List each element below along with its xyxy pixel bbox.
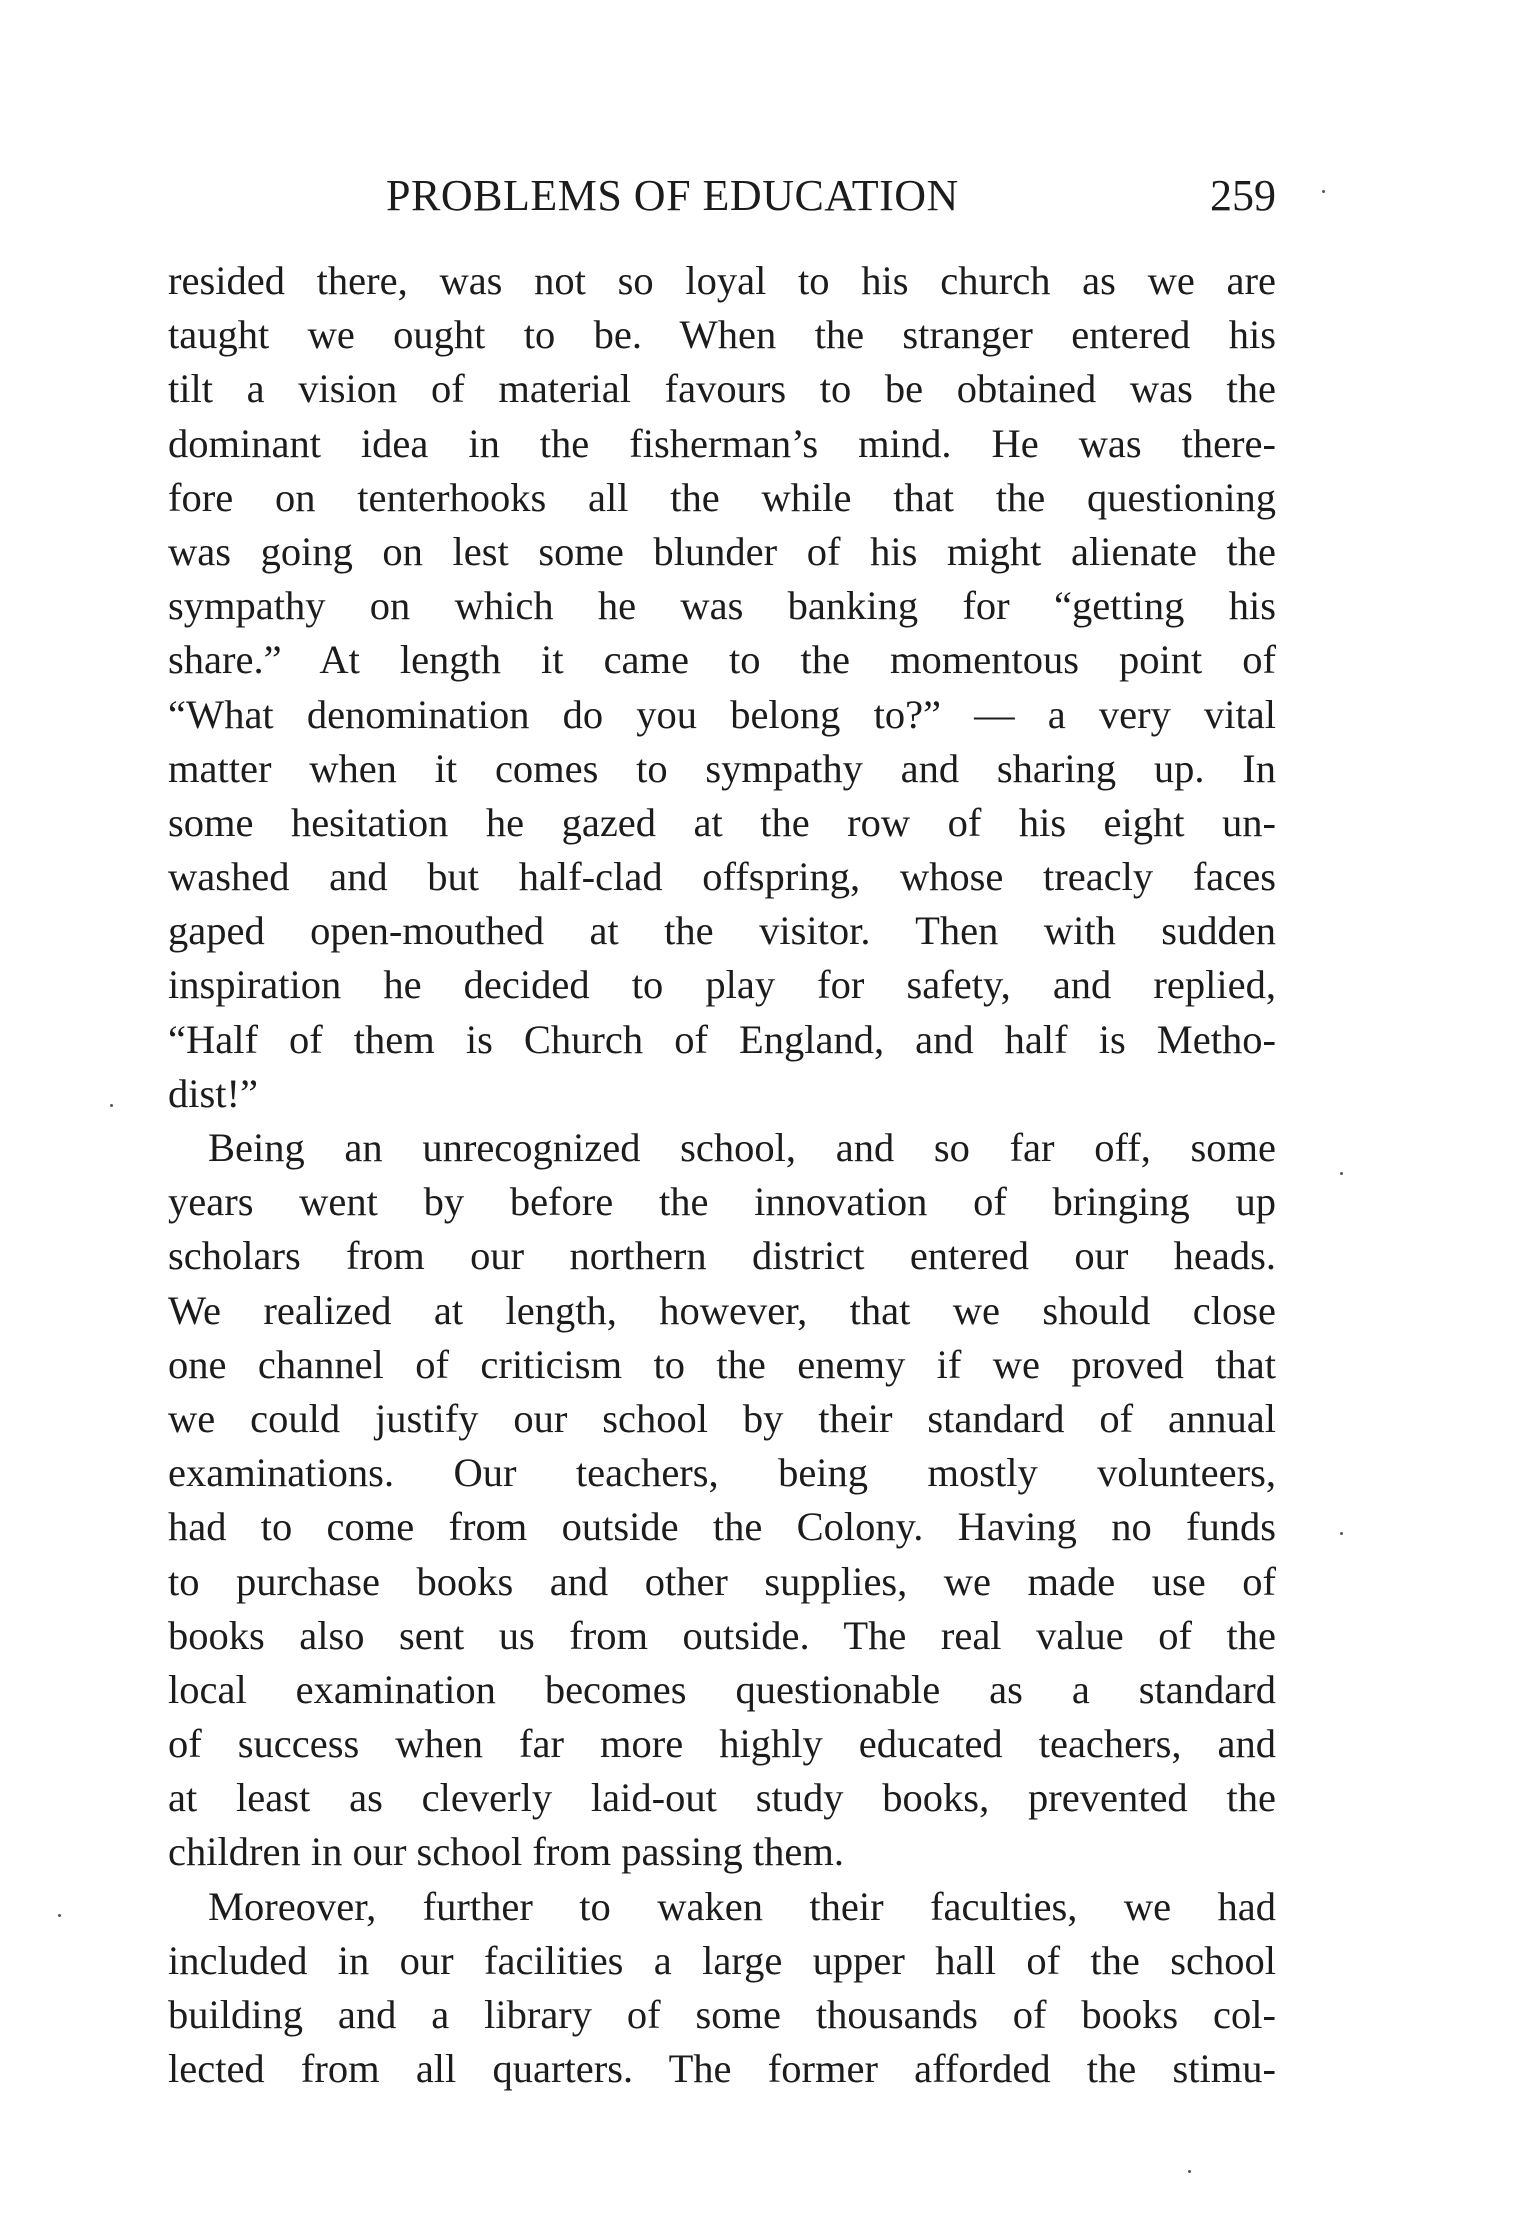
running-head: PROBLEMS OF EDUCATION [386,171,959,220]
text-line: taught we ought to be. When the stranger entered his [168,312,1276,358]
text-line: of success when far more highly educated teachers, and [168,1721,1276,1767]
text-line: washed and but half-clad offspring, whose treacly faces [168,854,1276,900]
page-number: 259 [1210,171,1276,220]
text-line: matter when it comes to sympathy and sharing up. In [168,745,1276,791]
text-line: building and a library of some thousands of books col- [168,1992,1276,2037]
page-header [168,170,1276,230]
text-line: gaped open-mouthed at the visitor. Then with sudden [168,908,1276,954]
text-line: we could justify our school by their standard of annual [168,1395,1276,1441]
text-line: fore on tenterhooks all the while that the questioning [168,474,1276,520]
text-line: inspiration he decided to play for safety, and replied, [168,962,1276,1008]
text-line: local examination becomes questionable as a standard [168,1666,1276,1712]
body-text [168,254,1276,2096]
text-line: dist!” [168,1070,258,1116]
paragraph-1 [168,254,1276,1121]
print-speck [58,1914,61,1917]
print-speck [110,1104,113,1107]
text-line: was going on lest some blunder of his might alienate the [168,528,1276,574]
text-line: lected from all quarters. The former afforded the stimu- [168,2046,1276,2092]
text-line: to purchase books and other supplies, we made use of [168,1558,1276,1604]
text-line: Moreover, further to waken their faculties, we had [208,1883,1276,1929]
print-speck [1188,2170,1191,2173]
paragraph-2 [168,1121,1276,1880]
text-line: examinations. Our teachers, being mostly volunteers, [168,1450,1276,1496]
text-line: dominant idea in the fisherman’s mind. He was there- [168,420,1276,466]
print-speck [1340,1532,1343,1535]
text-line: children in our school from passing them. [168,1829,845,1875]
text-line: sympathy on which he was banking for “getting his [168,583,1276,629]
text-line: some hesitation he gazed at the row of his eight un- [168,799,1276,845]
text-line: share.” At length it came to the momentous point of [168,637,1276,683]
text-line: books also sent us from outside. The real value of the [168,1612,1276,1658]
paragraph-3 [168,1880,1276,2097]
text-line: included in our facilities a large upper hall of the school [168,1937,1276,1983]
text-line: “What denomination do you belong to?” — a very vital [168,691,1276,737]
text-line: at least as cleverly laid-out study books, prevented the [168,1775,1276,1821]
text-line: years went by before the innovation of bringing up [168,1179,1276,1225]
print-speck [1340,1172,1343,1175]
text-line: We realized at length, however, that we should close [168,1287,1276,1333]
text-line: tilt a vision of material favours to be obtained was the [168,366,1276,412]
text-line: had to come from outside the Colony. Having no funds [168,1504,1276,1550]
text-line: “Half of them is Church of England, and half is Metho- [168,1016,1276,1062]
text-line: Being an unrecognized school, and so far off, some [208,1125,1276,1170]
text-line: resided there, was not so loyal to his church as we are [168,258,1276,303]
text-line: scholars from our northern district entered our heads. [168,1233,1276,1279]
print-speck [1322,190,1325,193]
text-line: one channel of criticism to the enemy if we proved that [168,1341,1276,1387]
